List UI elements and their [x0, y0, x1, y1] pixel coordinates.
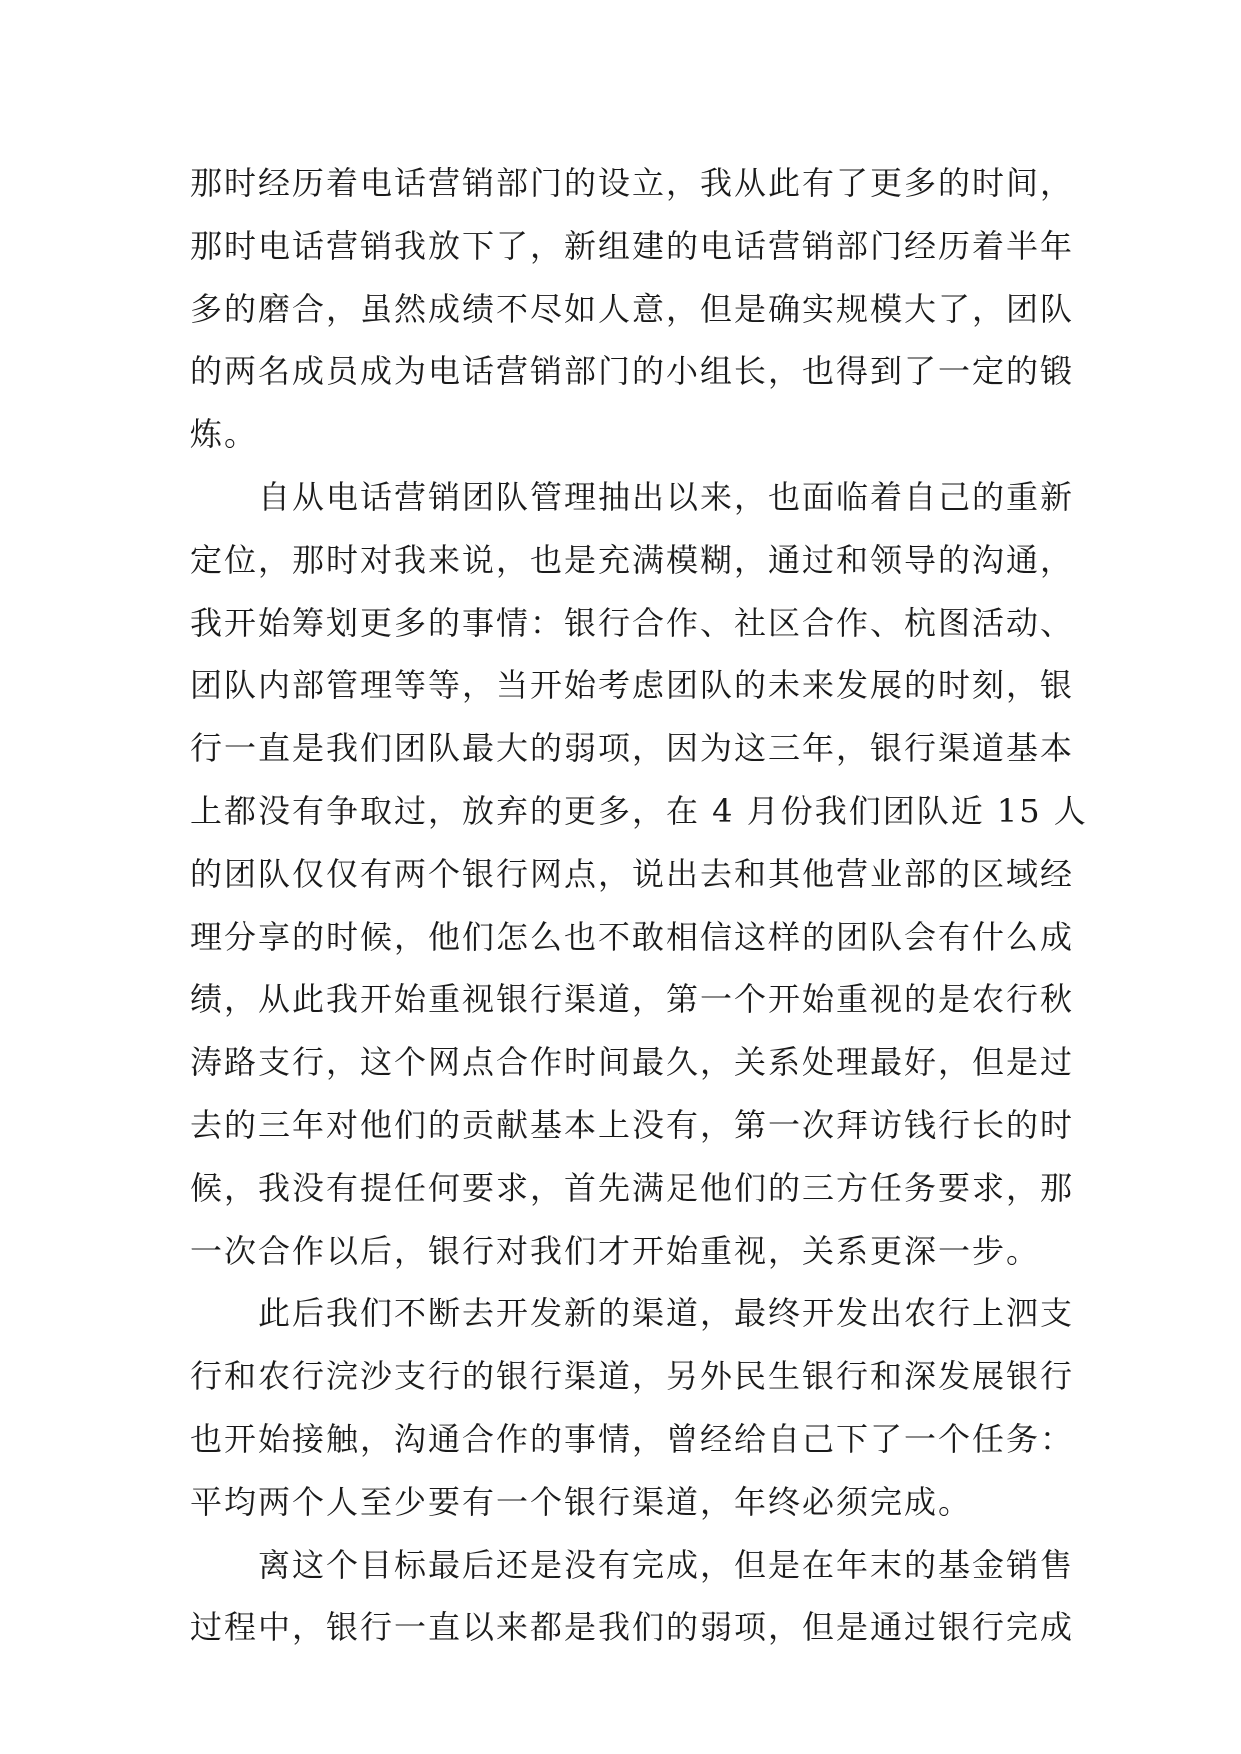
text-line: 炼。: [190, 415, 259, 454]
text-line: 理分享的时候，他们怎么也不敢相信这样的团队会有什么成: [190, 917, 1075, 956]
text-line: 平均两个人至少要有一个银行渠道，年终必须完成。: [190, 1482, 973, 1521]
text-line: 也开始接触，沟通合作的事情，曾经给自己下了一个任务：: [190, 1419, 1075, 1458]
text-line: 绩，从此我开始重视银行渠道，第一个开始重视的是农行秋: [190, 980, 1075, 1019]
text-line: 候，我没有提任何要求，首先满足他们的三方任务要求，那: [190, 1168, 1075, 1207]
paragraph-first-line: 自从电话营销团队管理抽出以来，也面临着自己的重新: [258, 477, 1075, 516]
paragraph-first-line: 离这个目标最后还是没有完成，但是在年末的基金销售: [258, 1545, 1075, 1584]
paragraph-first-line: 此后我们不断去开发新的渠道，最终开发出农行上泗支: [258, 1294, 1075, 1333]
document-body: [190, 152, 1088, 1659]
text-line: 我开始筹划更多的事情：银行合作、社区合作、杭图活动、: [190, 603, 1075, 642]
text-line: 的团队仅仅有两个银行网点，说出去和其他营业部的区域经: [190, 854, 1075, 893]
text-line: 团队内部管理等等，当开始考虑团队的未来发展的时刻，银: [190, 666, 1075, 705]
text-line: 那时电话营销我放下了，新组建的电话营销部门经历着半年: [190, 226, 1075, 265]
text-line: 去的三年对他们的贡献基本上没有，第一次拜访钱行长的时: [190, 1105, 1075, 1144]
text-line: 上都没有争取过，放弃的更多，在 4 月份我们团队近 15 人: [190, 791, 1088, 830]
text-line: 一次合作以后，银行对我们才开始重视，关系更深一步。: [190, 1231, 1041, 1270]
text-line: 涛路支行，这个网点合作时间最久，关系处理最好，但是过: [190, 1043, 1075, 1082]
text-line: 行一直是我们团队最大的弱项，因为这三年，银行渠道基本: [190, 729, 1075, 768]
text-line: 行和农行浣沙支行的银行渠道，另外民生银行和深发展银行: [190, 1357, 1075, 1396]
text-line: 那时经历着电话营销部门的设立，我从此有了更多的时间，: [190, 164, 1075, 202]
text-line: 多的磨合，虽然成绩不尽如人意，但是确实规模大了，团队: [190, 289, 1075, 328]
text-line: 定位，那时对我来说，也是充满模糊，通过和领导的沟通，: [190, 540, 1075, 579]
text-line: 的两名成员成为电话营销部门的小组长，也得到了一定的锻: [190, 352, 1075, 391]
text-line: 过程中，银行一直以来都是我们的弱项，但是通过银行完成: [190, 1608, 1075, 1647]
